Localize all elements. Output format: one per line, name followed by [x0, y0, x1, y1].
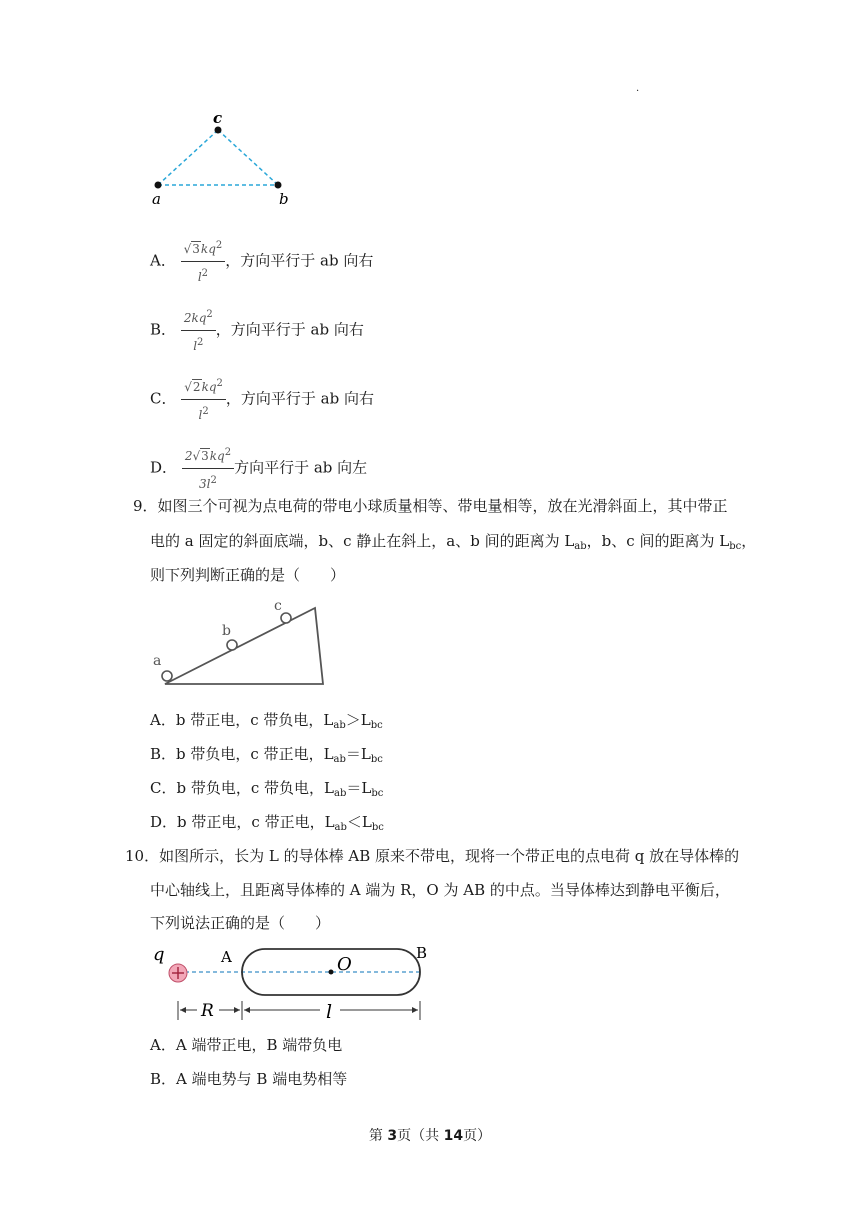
q9-option-b[interactable]: B．b 带负电，c 带正电，$L_{ab}=L_{bc}$ [150, 745, 383, 765]
question-number: 9． [133, 497, 158, 515]
label-q: q [153, 944, 165, 965]
label-b: b [222, 623, 231, 639]
formula: $\frac{2√3kq^2}{3l^2}$ [182, 442, 234, 495]
label-B: B [416, 944, 428, 962]
point-a [155, 182, 162, 189]
q9-option-d[interactable]: D．b 带正电，c 带正电，$L_{ab}<L_{bc}$ [150, 813, 384, 833]
point-c [215, 127, 222, 134]
label-O: O [337, 954, 352, 975]
option-text: 方向平行于 ab 向左 [234, 458, 368, 477]
formula: $\frac{√3kq^2}{l^2}$ [181, 235, 226, 288]
formula: $\frac{√2kq^2}{l^2}$ [181, 373, 226, 426]
ball-b [227, 640, 237, 650]
segment-ac [158, 130, 218, 185]
q9-stem-line2: 电的 a 固定的斜面底端，b、c 静止在斜上，a、b 间的距离为 $L_{ab}$，b、c 间的距离为 $L_{bc}$， [150, 532, 757, 552]
label-c: c [274, 598, 282, 614]
label-A: A [221, 948, 232, 966]
option-letter: A． [150, 251, 176, 270]
q9-option-a[interactable]: A．b 带正电，c 带负电，$L_{ab}>L_{bc}$ [150, 711, 383, 731]
label-l: l [326, 1001, 333, 1023]
q9-stem-line3: 则下列判断正确的是（ ） [150, 566, 346, 584]
question-number: 10． [125, 847, 160, 865]
label-c: c [213, 109, 223, 127]
q10-option-a[interactable]: A．A 端带正电，B 端带负电 [150, 1036, 343, 1054]
q8-option-c[interactable] [150, 373, 374, 426]
option-letter: C． [150, 389, 177, 408]
label-R: R [201, 1001, 214, 1021]
point-b [275, 182, 282, 189]
segment-bc [218, 130, 278, 185]
incline-figure [145, 596, 335, 696]
header-mark: . [636, 83, 640, 94]
q9-option-c[interactable]: C．b 带负电，c 带负电，$L_{ab}=L_{bc}$ [150, 779, 384, 799]
q8-option-a[interactable] [150, 235, 373, 288]
option-letter: D． [150, 458, 178, 477]
q9-stem-line1: 9．如图三个可视为点电荷的带电小球质量相等、带电量相等，放在光滑斜面上，其中带正 [133, 497, 728, 515]
option-text: ，方向平行于 ab 向右 [225, 389, 374, 408]
page-footer: 第 3页（共 14页） [368, 1128, 492, 1144]
formula: $\frac{2kq^2}{l^2}$ [181, 304, 216, 357]
label-a: a [152, 190, 161, 208]
q10-stem-line2: 中心轴线上，且距离导体棒的 A 端为 R，O 为 AB 的中点。当导体棒达到静电平衡后， [150, 881, 730, 899]
option-text: ，方向平行于 ab 向右 [225, 251, 374, 270]
label-a: a [153, 653, 162, 669]
q10-stem-line1: 10．如图所示，长为 L 的导体棒 AB 原来不带电，现将一个带正电的点电荷 q 放在导体棒的 [125, 847, 740, 865]
ball-c [281, 613, 291, 623]
point-o [329, 970, 334, 975]
triangle-figure [140, 108, 300, 208]
q10-option-b[interactable]: B．A 端电势与 B 端电势相等 [150, 1070, 348, 1088]
label-b: b [279, 190, 289, 208]
ball-a [162, 671, 172, 681]
option-text: ，方向平行于 ab 向右 [215, 320, 364, 339]
q10-stem-line3: 下列说法正确的是（ ） [150, 914, 331, 932]
q8-option-d[interactable] [150, 442, 367, 495]
rod-figure [145, 938, 435, 1024]
q8-option-b[interactable] [150, 304, 364, 357]
incline [165, 608, 323, 684]
option-letter: B． [150, 320, 177, 339]
